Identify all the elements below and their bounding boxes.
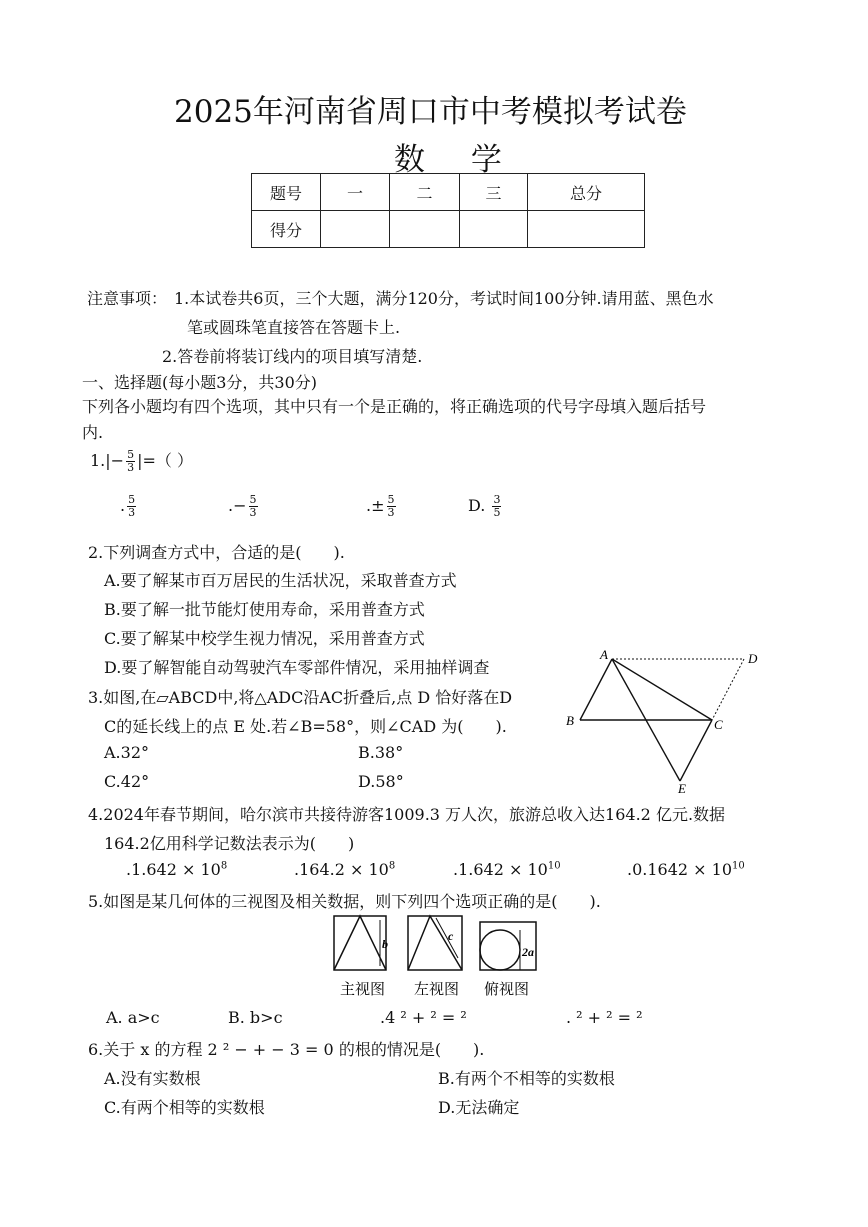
score-cell[interactable]	[390, 211, 460, 248]
section-heading: 一、选择题(每小题3分，共30分)	[82, 373, 318, 392]
three-views-figure	[330, 912, 550, 1000]
segment-ce	[680, 720, 712, 781]
question-2-option-b: B.要了解一批节能灯使用寿命，采用普查方式	[104, 600, 425, 619]
question-1-option-c	[366, 494, 398, 519]
score-cell: 一	[321, 174, 390, 211]
left-view-c-label: c	[448, 929, 454, 943]
question-2-option-a: A.要了解某市百万居民的生活状况，采取普查方式	[104, 571, 457, 590]
front-view-b-label: b	[382, 937, 388, 951]
question-1-option-a	[120, 494, 138, 519]
score-cell: 得分	[252, 211, 321, 248]
notes-item-1-line-2: 笔或圆珠笔直接答在答题卡上.	[187, 318, 401, 337]
top-view-2a-label: 2a	[522, 945, 534, 959]
top-view-circle	[480, 930, 520, 970]
q1-option-d-numerator: 3	[493, 493, 501, 506]
question-6-option-b: B.有两个不相等的实数根	[438, 1069, 615, 1088]
q1-abs-close: |=（ ）	[137, 451, 193, 470]
question-1-stem	[90, 448, 193, 474]
notes-label: 注意事项：	[87, 289, 168, 308]
left-view-caption: 左视图	[414, 980, 460, 998]
question-3-option-c: C.42°	[104, 772, 150, 791]
q1-option-c-prefix: .±	[366, 496, 385, 515]
question-3-option-a: A.32°	[104, 743, 149, 762]
question-2-stem: 2.下列调查方式中，合适的是( ).	[88, 543, 345, 562]
score-cell: 题号	[252, 174, 321, 211]
parallelogram-fold-figure	[560, 645, 770, 795]
score-cell: 二	[390, 174, 460, 211]
q4-option-d-base: .0.1642 × 10	[627, 860, 733, 879]
q1-option-b-fraction	[249, 494, 258, 519]
question-1-option-d	[468, 494, 503, 519]
question-4-option-a	[126, 860, 227, 879]
q1-option-c-fraction	[387, 494, 396, 519]
label-d: D	[748, 651, 758, 666]
question-6-stem: 6.关于 x 的方程 2 ² − + − 3 = 0 的根的情况是( ).	[88, 1040, 485, 1059]
question-4-option-c	[453, 860, 561, 879]
q1-option-a-fraction	[127, 494, 136, 519]
q1-option-d-fraction	[492, 494, 501, 519]
question-6-option-d: D.无法确定	[438, 1098, 520, 1117]
q4-option-a-base: .1.642 × 10	[126, 860, 221, 879]
question-1-option-b	[228, 494, 260, 519]
q1-denominator: 3	[127, 461, 135, 474]
top-view-caption: 俯视图	[484, 980, 530, 998]
q1-abs-open: |−	[105, 451, 125, 470]
score-cell: 三	[460, 174, 528, 211]
q1-option-a-numerator: 5	[128, 493, 136, 506]
question-4-option-b	[294, 860, 395, 879]
label-c: C	[714, 717, 723, 732]
question-5-option-a: A. a>c	[106, 1008, 160, 1027]
front-view-box	[334, 916, 386, 970]
segment-ac	[612, 659, 712, 720]
score-cell: 总分	[528, 174, 645, 211]
question-4-option-d	[627, 860, 745, 879]
q4-option-a-exponent: 8	[220, 860, 228, 872]
question-5-stem: 5.如图是某几何体的三视图及相关数据，则下列四个选项正确的是( ).	[88, 892, 601, 911]
question-6-option-a: A.没有实数根	[104, 1069, 201, 1088]
q4-option-b-exponent: 8	[388, 860, 396, 872]
q1-option-b-prefix: .−	[228, 496, 247, 515]
question-6-option-c: C.有两个相等的实数根	[104, 1098, 265, 1117]
front-view-caption: 主视图	[340, 980, 386, 998]
page-title: 2025年河南省周口市中考模拟考试卷	[174, 94, 687, 130]
q4-option-d-exponent: 10	[732, 860, 745, 872]
score-cell[interactable]	[321, 211, 390, 248]
score-table-score-row	[252, 211, 645, 248]
question-5-option-d: . ² + ² = ²	[566, 1008, 643, 1027]
section-instruction-line-2: 内.	[82, 423, 104, 442]
question-5-option-b: B. b>c	[228, 1008, 283, 1027]
q1-option-d-prefix: D.	[468, 496, 486, 515]
question-2-option-c: C.要了解某中校学生视力情况，采用普查方式	[104, 629, 425, 648]
question-3-option-d: D.58°	[358, 772, 404, 791]
segment-dc-dotted	[712, 659, 744, 720]
score-cell[interactable]	[460, 211, 528, 248]
left-view-triangle	[408, 916, 462, 970]
label-e: E	[678, 781, 686, 795]
q1-option-b-numerator: 5	[249, 493, 257, 506]
label-b: B	[566, 713, 574, 728]
left-view-dimension	[436, 918, 458, 958]
q1-option-a-denominator: 3	[128, 506, 136, 519]
q1-option-a-prefix: .	[120, 496, 126, 515]
subject-title: 数 学	[394, 142, 520, 178]
notes-item-1-line-1: 1.本试卷共6页，三个大题，满分120分，考试时间100分钟.请用蓝、黑色水	[174, 289, 714, 308]
question-4-line-1: 4.2024年春节期间，哈尔滨市共接待游客1009.3 万人次，旅游总收入达164.2 亿元.数据	[88, 805, 726, 824]
q4-option-c-base: .1.642 × 10	[453, 860, 548, 879]
notes-item-2: 2.答卷前将装订线内的项目填写清楚.	[162, 347, 423, 366]
q1-option-d-denominator: 5	[493, 506, 501, 519]
q1-fraction	[126, 449, 135, 474]
question-3-line-2: C的延长线上的点 E 处.若∠B=58°，则∠CAD 为( ).	[104, 717, 507, 736]
front-view-triangle	[334, 916, 386, 970]
q4-option-b-base: .164.2 × 10	[294, 860, 389, 879]
q1-numerator: 5	[127, 448, 135, 461]
segment-ab	[580, 659, 612, 720]
q1-option-b-denominator: 3	[249, 506, 257, 519]
q1-option-c-denominator: 3	[387, 506, 395, 519]
section-instruction-line-1: 下列各小题均有四个选项，其中只有一个是正确的，将正确选项的代号字母填入题后括号	[82, 397, 707, 416]
q4-option-c-exponent: 10	[547, 860, 561, 872]
question-2-option-d: D.要了解智能自动驾驶汽车零部件情况，采用抽样调查	[104, 658, 490, 677]
question-4-line-2: 164.2亿用科学记数法表示为( )	[104, 834, 355, 853]
score-cell[interactable]	[528, 211, 645, 248]
score-table-header-row	[252, 174, 645, 211]
question-5-option-c: .4 ² + ² = ²	[380, 1008, 467, 1027]
question-3-line-1: 3.如图,在▱ABCD中,将△ADC沿AC折叠后,点 D 恰好落在D	[88, 688, 513, 707]
question-3-option-b: B.38°	[358, 743, 404, 762]
label-a: A	[600, 647, 608, 662]
q1-option-c-numerator: 5	[387, 493, 395, 506]
score-table	[251, 173, 645, 248]
q1-number: 1.	[90, 451, 106, 470]
